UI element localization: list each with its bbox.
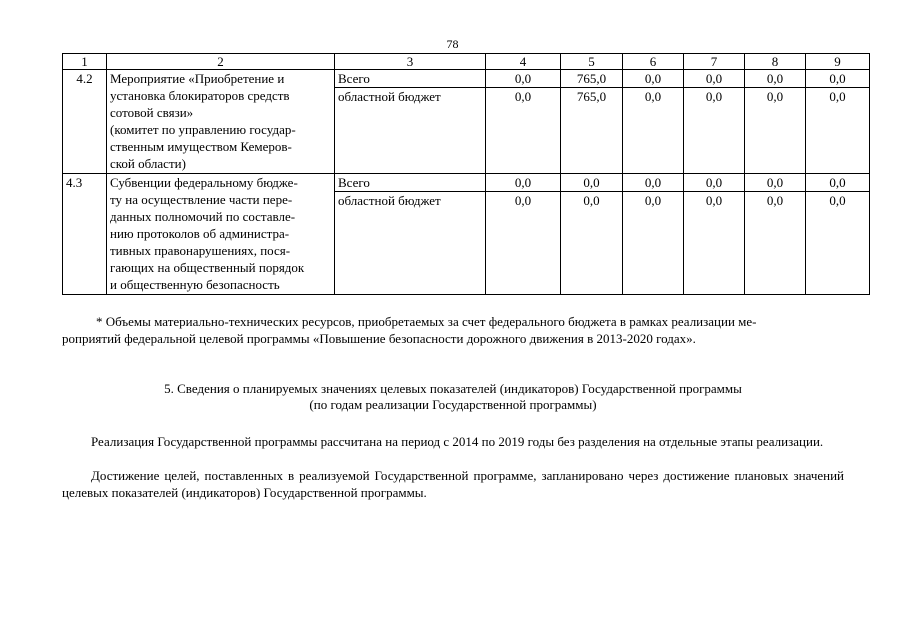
value-cell: 0,0 <box>745 192 806 295</box>
body-paragraph: Реализация Государственной программы рассчитана на период с 2014 по 2019 годы без разделения на отдельные этапы реализации. <box>91 434 824 449</box>
value-cell: 0,0 <box>684 174 745 192</box>
description-line: (комитет по управлению государ- <box>110 122 296 137</box>
table-row <box>63 70 870 88</box>
description-line: ской области) <box>110 156 186 171</box>
value-cell: 0,0 <box>684 70 745 88</box>
value-cell: 0,0 <box>745 70 806 88</box>
funding-source: областной бюджет <box>335 192 486 295</box>
footnote-line: роприятий федеральной целевой программы «Повышение безопасности дорожного движения в 2013-2020 годах». <box>62 331 696 346</box>
value-cell: 0,0 <box>623 70 684 88</box>
value-cell: 0,0 <box>684 88 745 174</box>
budget-table <box>62 53 870 295</box>
value-cell: 765,0 <box>561 88 623 174</box>
row-description <box>107 174 335 295</box>
value-cell: 0,0 <box>745 88 806 174</box>
header-cell: 7 <box>684 54 745 70</box>
section-title-line: 5. Сведения о планируемых значениях целевых показателей (индикаторов) Государственной программы <box>164 381 742 396</box>
description-line: Мероприятие «Приобретение и <box>110 71 285 86</box>
value-cell: 0,0 <box>684 192 745 295</box>
value-cell: 0,0 <box>806 192 870 295</box>
value-cell: 0,0 <box>486 70 561 88</box>
value-cell: 765,0 <box>561 70 623 88</box>
table-header-row <box>63 54 870 70</box>
value-cell: 0,0 <box>806 174 870 192</box>
description-line: сотовой связи» <box>110 105 194 120</box>
value-cell: 0,0 <box>806 88 870 174</box>
description-line: установка блокираторов средств <box>110 88 290 103</box>
value-cell: 0,0 <box>486 88 561 174</box>
row-description <box>107 70 335 174</box>
description-line: тивных правонарушениях, пося- <box>110 243 291 258</box>
value-cell: 0,0 <box>486 174 561 192</box>
section-title <box>62 381 844 413</box>
funding-source: областной бюджет <box>335 88 486 174</box>
value-cell: 0,0 <box>561 174 623 192</box>
header-cell: 5 <box>561 54 623 70</box>
header-cell: 1 <box>63 54 107 70</box>
page-number: 78 <box>446 37 459 51</box>
section-title-line: (по годам реализации Государственной программы) <box>309 397 597 412</box>
header-cell: 9 <box>806 54 870 70</box>
description-line: Субвенции федеральному бюдже- <box>110 175 298 190</box>
header-cell: 4 <box>486 54 561 70</box>
value-cell: 0,0 <box>623 192 684 295</box>
description-line: нию протоколов об администра- <box>110 226 290 241</box>
description-line: данных полномочий по составле- <box>110 209 296 224</box>
header-cell: 6 <box>623 54 684 70</box>
header-cell: 2 <box>107 54 335 70</box>
value-cell: 0,0 <box>561 192 623 295</box>
value-cell: 0,0 <box>806 70 870 88</box>
header-cell: 8 <box>745 54 806 70</box>
row-number: 4.3 <box>63 174 107 295</box>
description-line: гающих на общественный порядок <box>110 260 305 275</box>
funding-source: Всего <box>335 174 486 192</box>
description-line: ственным имуществом Кемеров- <box>110 139 292 154</box>
footnote <box>62 313 869 347</box>
header-cell: 3 <box>335 54 486 70</box>
value-cell: 0,0 <box>745 174 806 192</box>
value-cell: 0,0 <box>623 174 684 192</box>
table-row <box>63 174 870 192</box>
description-line: ту на осуществление части пере- <box>110 192 293 207</box>
row-number: 4.2 <box>63 70 107 174</box>
value-cell: 0,0 <box>623 88 684 174</box>
value-cell: 0,0 <box>486 192 561 295</box>
description-line: и общественную безопасность <box>110 277 280 292</box>
funding-source: Всего <box>335 70 486 88</box>
body-paragraph: Достижение целей, поставленных в реализуемой Государственной программе, запланировано через достижение плановых значений целевых показателей (индикаторов) Государственной программы. <box>62 468 844 500</box>
footnote-line: * Объемы материально-технических ресурсов, приобретаемых за счет федерального бюджета в рамках реализации ме- <box>96 314 757 329</box>
